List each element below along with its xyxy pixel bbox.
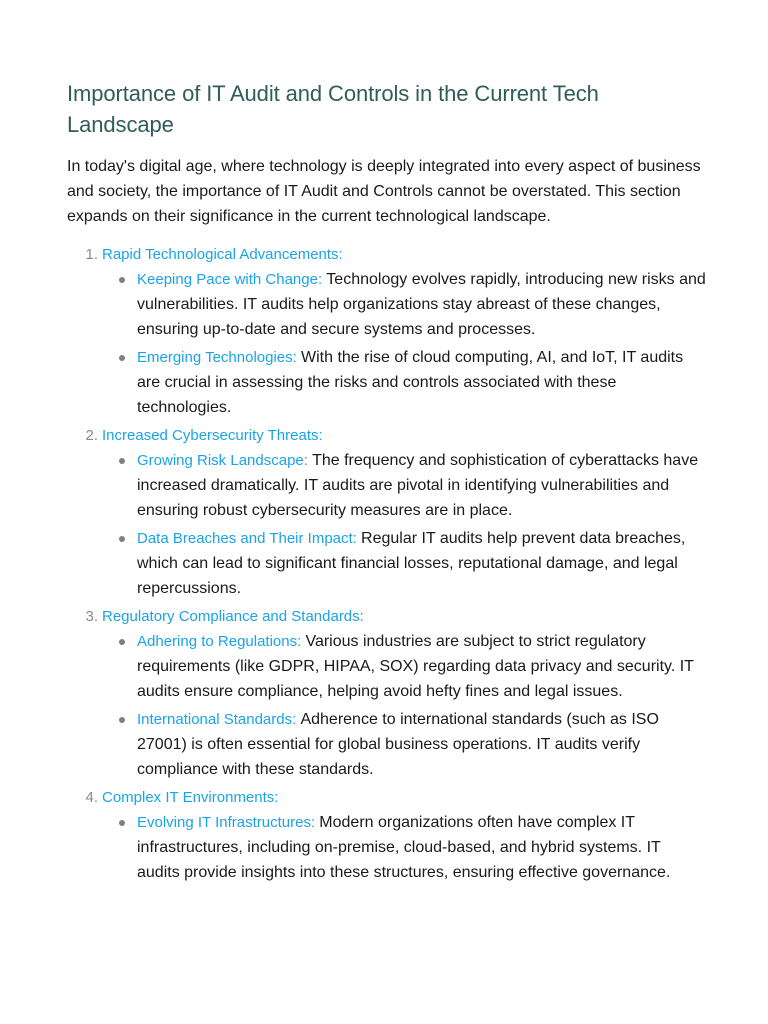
section-heading: Rapid Technological Advancements: [102, 246, 343, 263]
point-label: Adhering to Regulations: [137, 633, 306, 650]
point-list [102, 267, 707, 420]
document-page [67, 78, 707, 888]
point-text: The frequency and sophistication of cyberattacks have increased dramatically. IT audits are pivotal in identifying vulnerabilities and ensuring robust cybersecurity measures are in place. [137, 452, 699, 519]
point-item [102, 810, 707, 885]
section-item [67, 604, 707, 782]
bullet-icon [119, 277, 125, 283]
point-text: Modern organizations often have complex IT infrastructures, including on-premise, cloud-based, and hybrid systems. IT audits provide insights into these structures, ensuring effective governance. [137, 814, 671, 881]
section-item [67, 423, 707, 601]
section-item [67, 785, 707, 885]
section-heading: Regulatory Compliance and Standards: [102, 608, 364, 625]
bullet-icon [119, 536, 125, 542]
section-list [67, 242, 707, 885]
point-text: Various industries are subject to strict regulatory requirements (like GDPR, HIPAA, SOX) regarding data privacy and security. IT audits ensure compliance, helping avoid hefty fines and legal issues. [137, 633, 694, 700]
bullet-icon [119, 639, 125, 645]
bullet-icon [119, 820, 125, 826]
bullet-icon [119, 717, 125, 723]
section-heading: Complex IT Environments: [102, 789, 279, 806]
point-list [102, 448, 707, 601]
section-number: 2. [85, 427, 98, 444]
point-item [102, 448, 707, 523]
section-number: 3. [85, 608, 98, 625]
point-text: Regular IT audits help prevent data breaches, which can lead to significant financial losses, reputational damage, and legal repercussions. [137, 530, 686, 597]
point-item [102, 345, 707, 420]
point-text: Technology evolves rapidly, introducing new risks and vulnerabilities. IT audits help organizations stay abreast of these changes, ensuring up-to-date and secure systems and processes. [137, 271, 706, 338]
point-text: Adherence to international standards (such as ISO 27001) is often essential for global business operations. IT audits verify compliance with these standards. [137, 711, 659, 778]
intro-paragraph: In today's digital age, where technology is deeply integrated into every aspect of business and society, the importance of IT Audit and Controls cannot be overstated. This section expands on their significance in the current technological landscape. [67, 158, 701, 225]
point-label: Growing Risk Landscape: [137, 452, 313, 469]
point-label: Evolving IT Infrastructures: [137, 814, 320, 831]
point-label: International Standards: [137, 711, 301, 728]
page-title: Importance of IT Audit and Controls in the Current Tech Landscape [67, 81, 599, 137]
bullet-icon [119, 458, 125, 464]
section-number: 1. [85, 246, 98, 263]
point-text: With the rise of cloud computing, AI, and IoT, IT audits are crucial in assessing the risks and controls associated with these technologies. [137, 349, 684, 416]
bullet-icon [119, 355, 125, 361]
point-label: Data Breaches and Their Impact: [137, 530, 362, 547]
point-list [102, 810, 707, 885]
point-item [102, 267, 707, 342]
point-item [102, 707, 707, 782]
point-list [102, 629, 707, 782]
point-item [102, 526, 707, 601]
section-item [67, 242, 707, 420]
point-label: Emerging Technologies: [137, 349, 301, 366]
point-label: Keeping Pace with Change: [137, 271, 327, 288]
section-number: 4. [85, 789, 98, 806]
section-heading: Increased Cybersecurity Threats: [102, 427, 323, 444]
point-item [102, 629, 707, 704]
